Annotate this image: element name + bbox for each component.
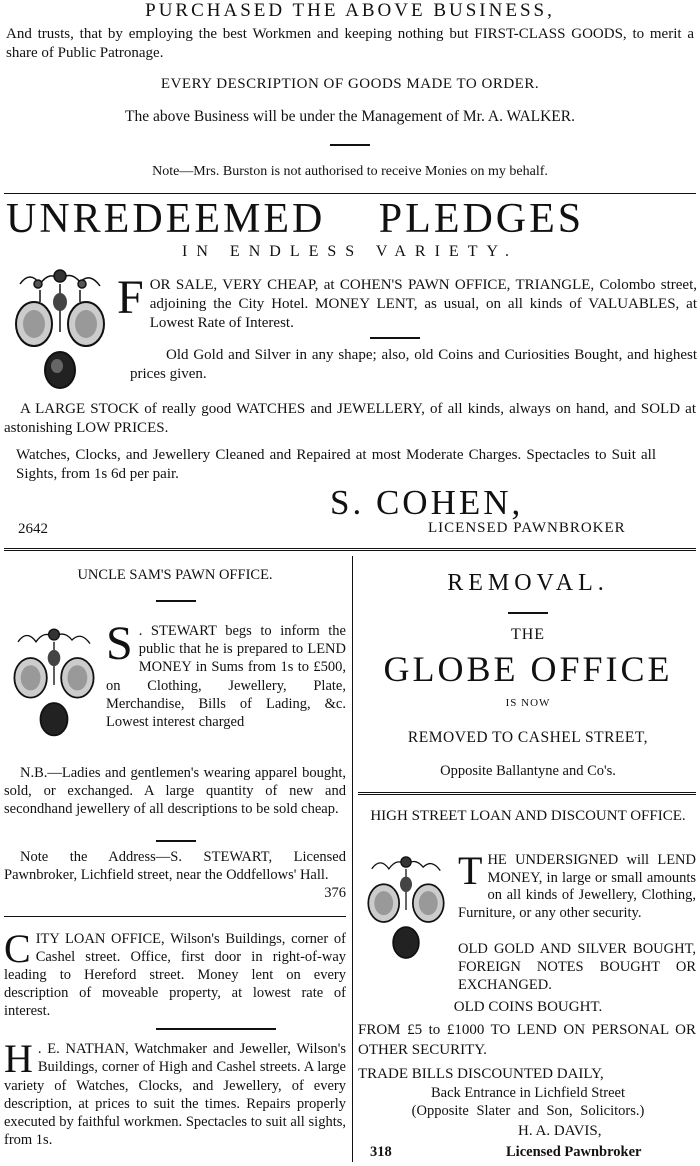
davis-ref: 318 xyxy=(370,1144,392,1160)
nathan-advert: H . E. NATHAN, Watchmaker and Jeweller, Wilson's Buildings, corner of High and Cashel streets. A large variety of Watches, Clocks, and Jewellery, of every description, at prices to suit the times. Repairs properly executed by faithful workmen. Spectacles to suit all sights, from 1s. xyxy=(4,1036,346,1149)
davis-para-gold: OLD GOLD AND SILVER BOUGHT, FOREIGN NOTES BOUGHT OR EXCHANGED. xyxy=(458,941,696,993)
order-line: EVERY DESCRIPTION OF GOODS MADE TO ORDER. xyxy=(160,76,540,92)
cohen-para-gold: Old Gold and Silver in any shape; also, old Coins and Curiosities Bought, and highest prices given. xyxy=(130,347,697,382)
davis-coins: OLD COINS BOUGHT. xyxy=(453,999,603,1015)
stewart-para-lend: S . STEWART begs to inform the public that he is prepared to LEND MONEY in Sums from 1s to £500, on Clothing, Jewellery, Plate, Merchandise, Bills of Lading, &c. Lowest interest charged xyxy=(106,617,346,731)
davis-name: H. A. DAVIS, xyxy=(518,1123,602,1139)
cohen-para-watches: Watches, Clocks, and Jewellery Cleaned and Repaired at most Moderate Charges. Spectacles to Suit all Sights, from 1s 6d per pair. xyxy=(16,447,656,482)
davis-bills: TRADE BILLS DISCOUNTED DAILY, xyxy=(358,1066,604,1082)
stewart-ref: 376 xyxy=(324,885,346,901)
brooch-illustration-icon xyxy=(4,622,104,748)
cohen-para-sale: F OR SALE, VERY CHEAP, at COHEN'S PAWN OFFICE, TRIANGLE, Colombo street, adjoining the City Hotel. MONEY LENT, as usual, on all kinds of VALUABLES, at Lowest Rate of Interest. xyxy=(117,271,697,331)
dropcap-h: H xyxy=(4,1036,33,1081)
stewart-para-nb: N.B.—Ladies and gentlemen's wearing apparel bought, sold, or exchanged. A large quantity of new and secondhand jewellery of all descriptions to be sold cheap. xyxy=(4,765,346,817)
davis-para-lend: T HE UNDERSIGNED will LEND MONEY, in large or small amounts on all kinds of Jewellery, Clothing, Furniture, or any other security. xyxy=(458,848,696,921)
note-line: Note—Mrs. Burston is not authorised to receive Monies on my behalf. xyxy=(152,164,548,179)
cohen-para-stock: A LARGE STOCK of really good WATCHES and JEWELLERY, of all kinds, always on hand, and SOLD at astonishing LOW PRICES. xyxy=(4,401,696,436)
globe-removed: REMOVED TO CASHEL STREET, xyxy=(407,729,649,746)
city-loan-advert: C ITY LOAN OFFICE, Wilson's Buildings, corner of Cashel street. Office, first door in right-of-way leading to Hereford street. Money lent on every description of moveable property, at lowest rate of interest. xyxy=(4,926,346,1019)
stewart-para-address: Note the Address—S. STEWART, Licensed Pawnbroker, Lichfield street, near the Oddfellows' Hall. 376 xyxy=(4,849,346,901)
high-street-title: HIGH STREET LOAN AND DISCOUNT OFFICE. xyxy=(370,808,686,824)
davis-opposite: (Opposite Slater and Son, Solicitors.) xyxy=(411,1103,645,1119)
purchased-header: PURCHASED THE ABOVE BUSINESS, xyxy=(145,0,555,21)
dropcap-t: T xyxy=(458,848,483,893)
dropcap-f: F xyxy=(117,271,144,324)
davis-licence: Licensed Pawnbroker xyxy=(506,1144,642,1160)
dropcap-c: C xyxy=(4,926,31,971)
unredeemed-pledges-title: UNREDEEMED PLEDGES xyxy=(6,196,585,242)
davis-entrance: Back Entrance in Lichfield Street xyxy=(430,1085,626,1101)
trust-line: And trusts, that by employing the best Workmen and keeping nothing but FIRST-CLASS GOODS, to merit a share of Public Patronage. xyxy=(6,26,694,61)
cohen-licence: LICENSED PAWNBROKER xyxy=(428,520,626,536)
endless-variety-subtitle: IN ENDLESS VARIETY. xyxy=(182,243,518,260)
brooch-illustration-icon xyxy=(10,262,110,402)
globe-the: THE xyxy=(510,626,546,643)
cohen-ref: 2642 xyxy=(18,521,48,537)
globe-office-name: GLOBE OFFICE xyxy=(383,649,673,689)
globe-opposite: Opposite Ballantyne and Co's. xyxy=(440,763,616,779)
dropcap-s: S xyxy=(106,617,133,670)
davis-lend-range: FROM £5 to £1000 TO LEND ON PERSONAL OR OTHER SECURITY. xyxy=(358,1022,696,1058)
globe-is-now: IS NOW xyxy=(505,697,551,709)
removal-title: REMOVAL. xyxy=(447,570,609,596)
cohen-name: S. COHEN, xyxy=(330,483,524,522)
uncle-sams-title: UNCLE SAM'S PAWN OFFICE. xyxy=(77,567,273,583)
management-line: The above Business will be under the Management of Mr. A. WALKER. xyxy=(125,108,575,125)
